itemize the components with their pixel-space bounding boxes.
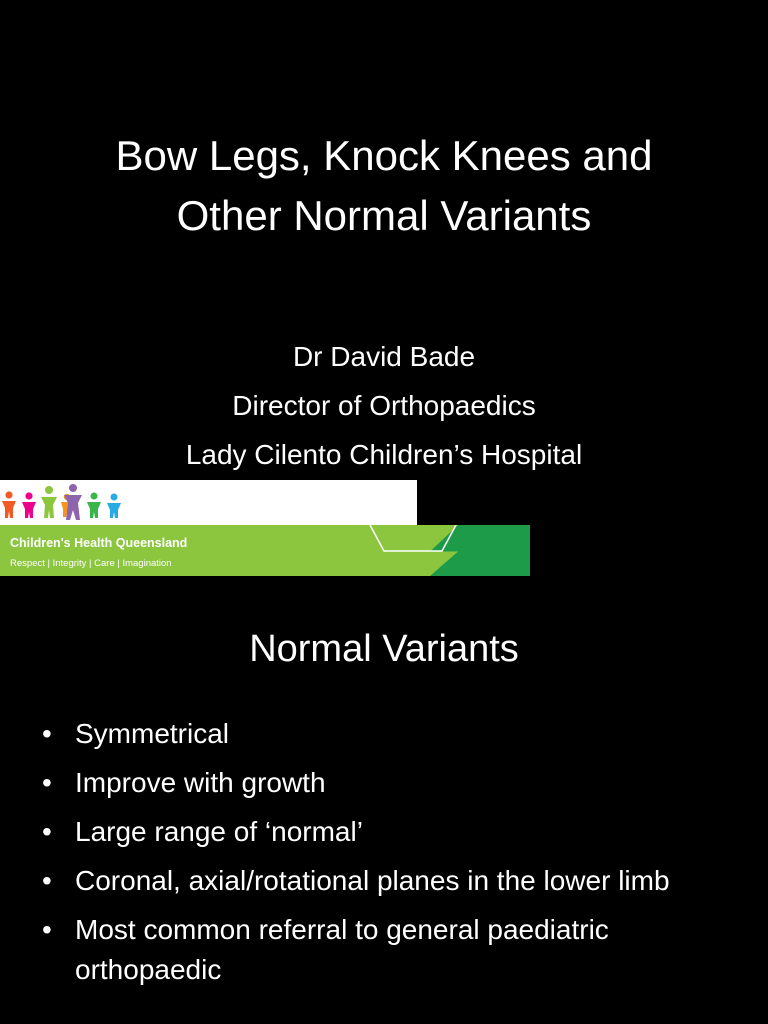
bullet-icon: •: [42, 718, 52, 749]
bullet-icon: •: [42, 767, 52, 798]
bullet-item: [42, 861, 732, 901]
bullet-item: [42, 812, 732, 852]
title-line-2: Other Normal Variants: [176, 192, 592, 239]
bullet-item: [42, 763, 732, 803]
figure-2: [22, 492, 36, 518]
bullet-item: [42, 714, 732, 754]
organisation-name: Children's Health Queensland: [10, 536, 188, 550]
bullet-text: Coronal, axial/rotational planes in the lower limb: [75, 865, 670, 896]
bullet-text: Symmetrical: [75, 718, 230, 749]
section-title: Normal Variants: [249, 628, 519, 670]
children-figures-logo: [0, 484, 130, 522]
bullet-text: Large range of ‘normal’: [75, 816, 363, 847]
figure-3: [41, 486, 57, 518]
presenter-role: Director of Orthopaedics: [232, 390, 536, 421]
bullet-icon: •: [42, 914, 52, 945]
slide-title: [0, 126, 768, 246]
presenter-organisation: Lady Cilento Children’s Hospital: [185, 439, 583, 470]
presenter-block: [0, 332, 768, 479]
logo-green-band: [0, 525, 530, 576]
figure-7: [107, 494, 121, 519]
figure-6: [87, 493, 101, 519]
logo-chevron-shape: [368, 525, 458, 553]
bullet-text: Most common referral to general paediatric orthopaedic: [75, 914, 609, 985]
figure-1: [2, 491, 16, 518]
bullet-item: [42, 910, 732, 990]
organisation-values: Respect | Integrity | Care | Imagination: [10, 558, 172, 569]
bullet-list: [42, 714, 732, 999]
presenter-name: Dr David Bade: [292, 341, 476, 372]
bullet-icon: •: [42, 816, 52, 847]
title-line-1: Bow Legs, Knock Knees and: [115, 132, 653, 179]
bullet-text: Improve with growth: [75, 767, 326, 798]
bullet-icon: •: [42, 865, 52, 896]
